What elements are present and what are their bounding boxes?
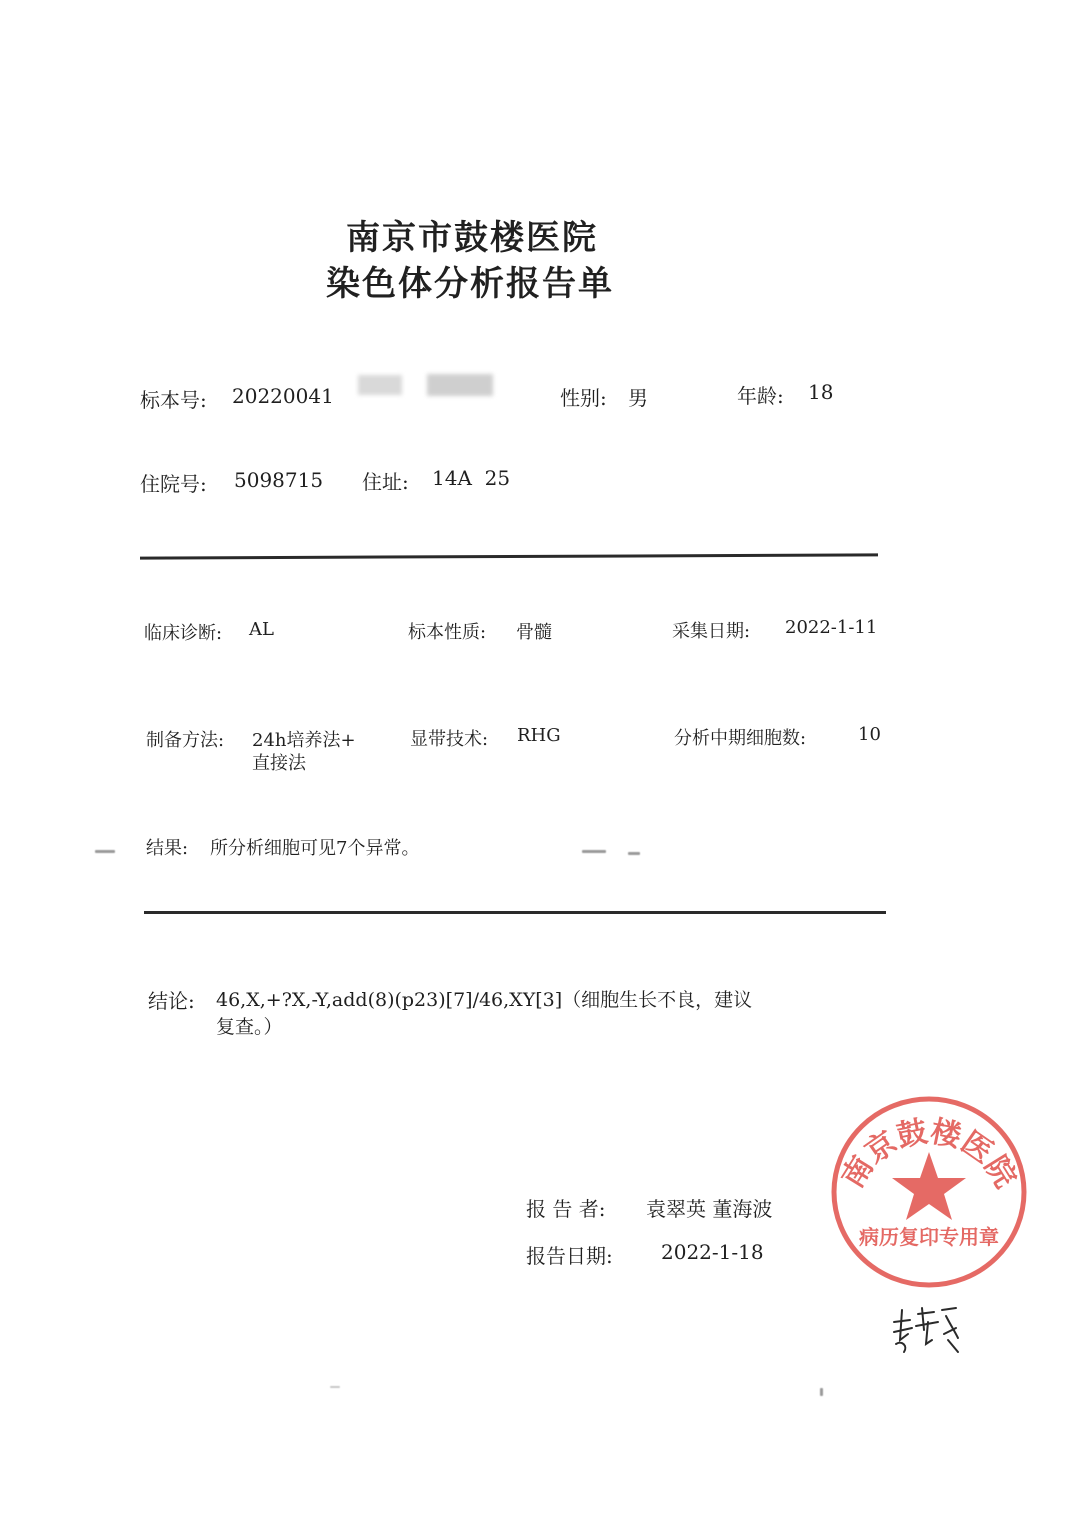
seal-top-text: 南京鼓楼医院 [835, 1114, 1023, 1195]
specimen-no-label: 标本号: [140, 388, 207, 412]
redacted-name-block [427, 374, 493, 396]
age-label: 年龄: [737, 384, 784, 408]
report-title: 染色体分析报告单 [326, 264, 614, 304]
result-text: 所分析细胞可见7个异常。 [210, 838, 420, 859]
admission-no-label: 住院号: [140, 472, 207, 496]
scan-artifact [628, 852, 640, 855]
prep-method-value-line2: 直接法 [252, 753, 306, 774]
prep-method-label: 制备方法: [146, 730, 225, 751]
diagnosis-value: AL [249, 619, 274, 640]
conclusion-text-line2: 复查。） [216, 1016, 283, 1038]
divider-line [140, 553, 878, 559]
result-label: 结果: [146, 838, 189, 859]
divider-line [144, 911, 886, 914]
conclusion-text: 46,X,+?X,-Y,add(8)(p23)[7]/46,XY[3]（细胞生长不良，建议 [216, 989, 753, 1011]
banding-value: RHG [517, 725, 561, 746]
official-seal [826, 1092, 1032, 1292]
collect-date-value: 2022-1-11 [785, 617, 878, 638]
diagnosis-label: 临床诊断: [144, 623, 223, 644]
address-label: 住址: [362, 470, 409, 494]
admission-no-value: 5098715 [234, 468, 324, 492]
sex-label: 性别: [560, 386, 607, 410]
reporter-names: 袁翠英 董海波 [646, 1197, 773, 1221]
redacted-name-block [358, 375, 402, 395]
specimen-no-value: 20220041 [232, 384, 334, 408]
scan-artifact [582, 850, 606, 853]
reporter-label: 报 告 者: [526, 1197, 606, 1221]
sex-value: 男 [628, 386, 648, 410]
prep-method-value: 24h培养法+ [252, 730, 356, 751]
handwritten-signature [888, 1300, 964, 1360]
scan-artifact [95, 850, 115, 853]
conclusion-label: 结论: [148, 989, 195, 1013]
scan-artifact [820, 1388, 823, 1396]
specimen-type-label: 标本性质: [408, 622, 487, 643]
specimen-type-value: 骨髓 [516, 622, 552, 643]
metaphase-count-label: 分析中期细胞数: [674, 728, 807, 749]
report-date-value: 2022-1-18 [661, 1240, 764, 1264]
hospital-name: 南京市鼓楼医院 [346, 218, 598, 258]
scan-artifact [330, 1386, 340, 1388]
collect-date-label: 采集日期: [672, 621, 751, 642]
report-date-label: 报告日期: [526, 1244, 613, 1268]
seal-bottom-text: 病历复印专用章 [859, 1225, 999, 1249]
address-value: 14A 25 [432, 466, 511, 490]
metaphase-count-value: 10 [858, 724, 881, 745]
age-value: 18 [808, 380, 834, 404]
banding-label: 显带技术: [410, 729, 489, 750]
